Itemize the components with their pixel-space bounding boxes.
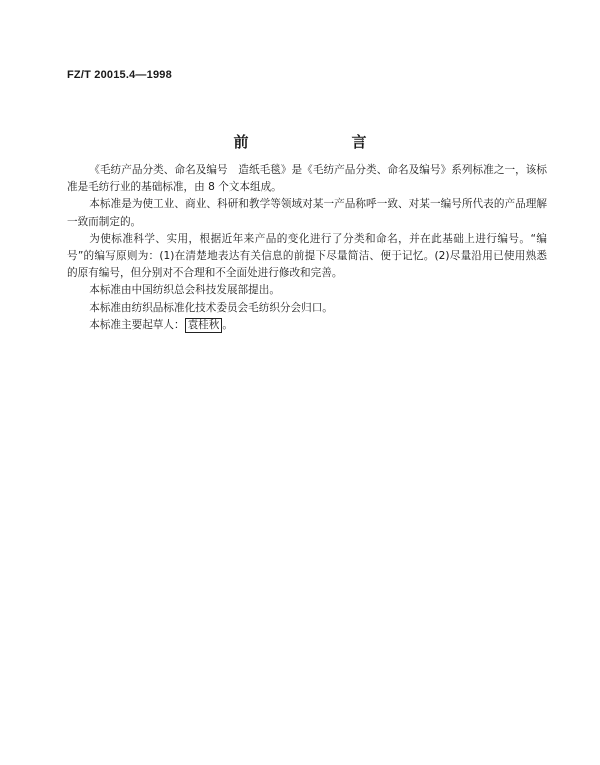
paragraph-centralizer: 本标准由纺织品标准化技术委员会毛纺织分会归口。 xyxy=(89,301,333,314)
foreword-body xyxy=(67,162,547,334)
paragraph-scope: 《毛纺产品分类、命名及编号 造纸毛毯》是《毛纺产品分类、命名及编号》系列标准之一，该标准是毛纺行业的基础标准，由 8 个文本组成。 xyxy=(67,164,547,194)
drafter-line xyxy=(67,317,547,334)
paragraph-purpose: 本标准是为使工业、商业、科研和教学等领域对某一产品称呼一致、对某一编号所代表的产品理解一致而制定的。 xyxy=(67,198,547,228)
standard-code: FZ/T 20015.4—1998 xyxy=(67,69,172,81)
page-title: 前 言 xyxy=(233,133,411,151)
paragraph-principles: 为使标准科学、实用，根据近年来产品的变化进行了分类和命名，并在此基础上进行编号。“编号”的编写原则为：(1)在清楚地表达有关信息的前提下尽量简洁、便于记忆。(2)尽量沿用已使用熟悉的原有编号，但分别对不合理和不全面处进行修改和完善。 xyxy=(67,232,547,280)
drafter-name: 袁桂秋 xyxy=(185,318,223,333)
drafter-label: 本标准主要起草人： xyxy=(89,318,185,331)
drafter-end: 。 xyxy=(222,318,233,331)
paragraph-proposer: 本标准由中国纺织总会科技发展部提出。 xyxy=(89,284,280,297)
